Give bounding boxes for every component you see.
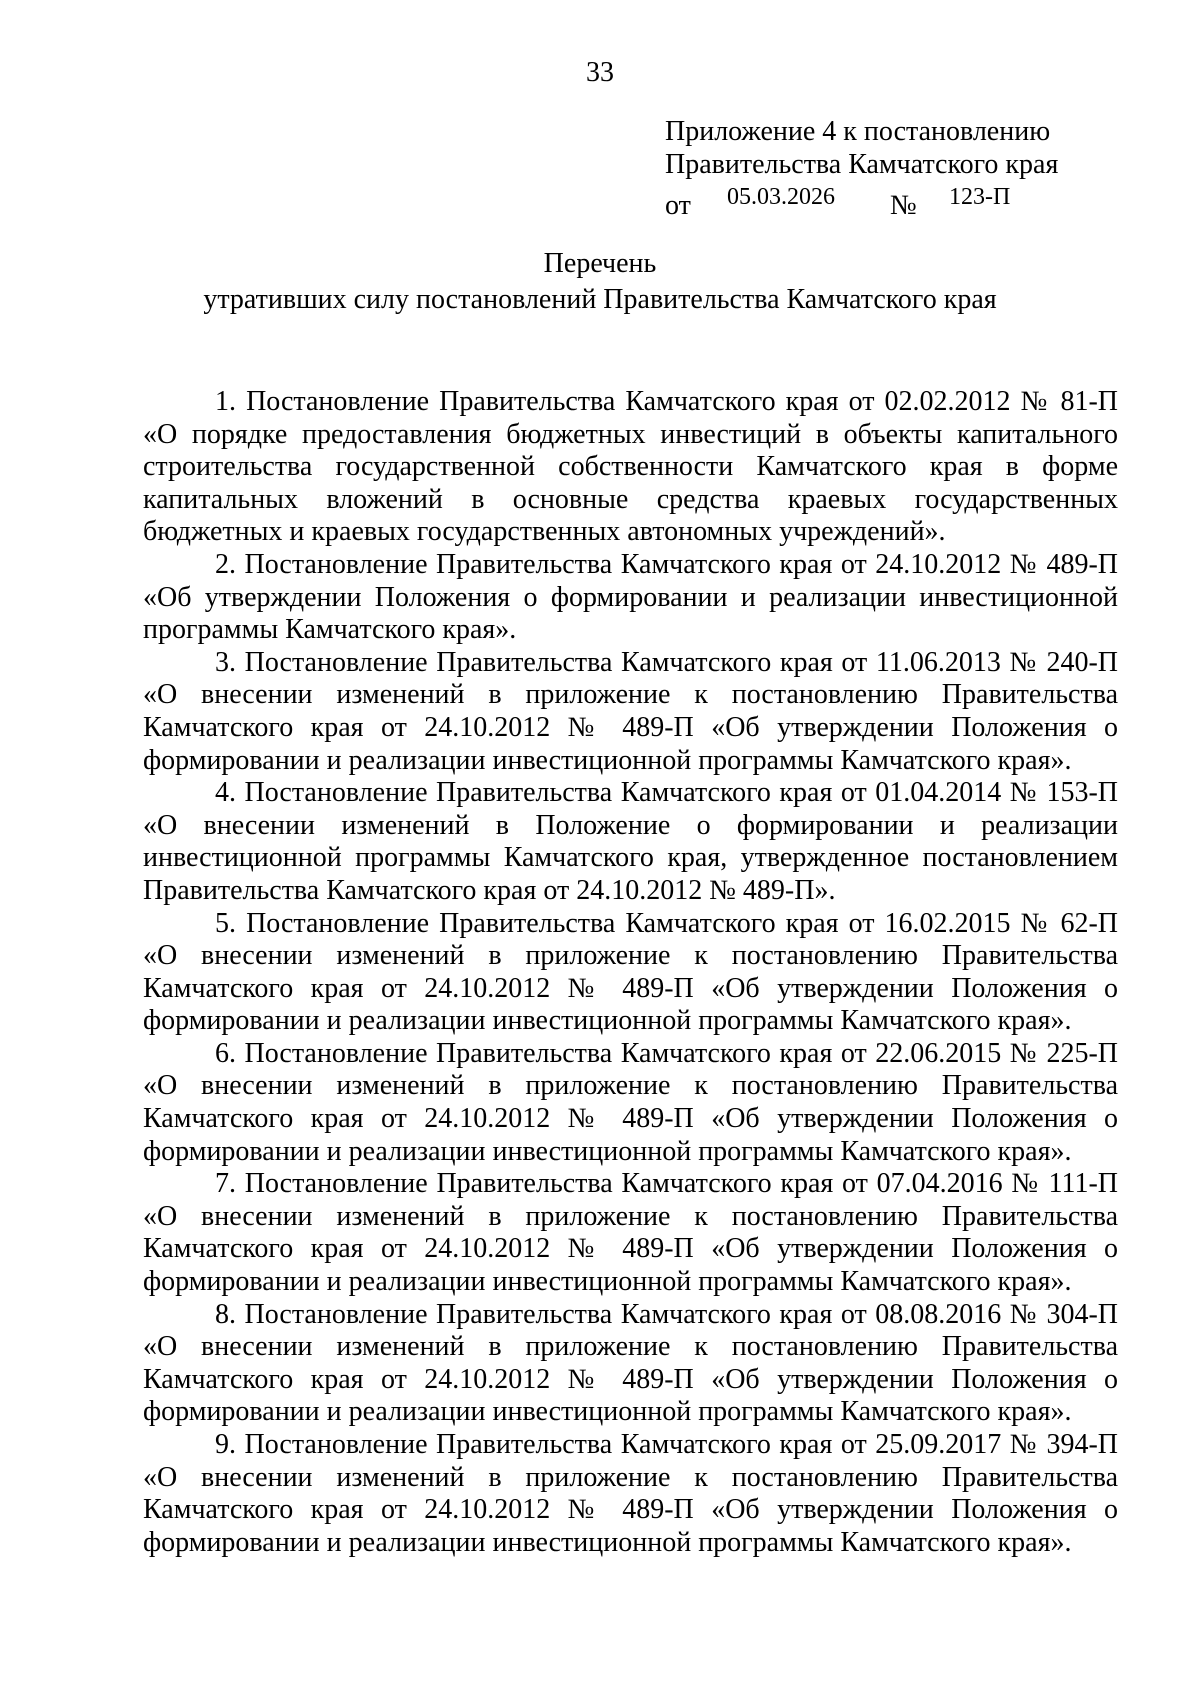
attachment-line-1: Приложение 4 к постановлению: [665, 116, 1051, 147]
number-sign: №: [890, 190, 917, 221]
list-item: 7. Постановление Правительства Камчатского края от 07.04.2016 № 111-П «О внесении изменений в приложение к постановлению Правительства Камчатского края от 24.10.2012 № 489-П «Об утверждении Положения о формировании и реализации инвестиционной программы Камчатского края».: [143, 1168, 1118, 1298]
decree-date: 05.03.2026: [727, 184, 835, 210]
list-item: 5. Постановление Правительства Камчатского края от 16.02.2015 № 62-П «О внесении изменений в приложение к постановлению Правительства Камчатского края от 24.10.2012 № 489-П «Об утверждении Положения о формировании и реализации инвестиционной программы Камчатского края».: [143, 907, 1118, 1037]
heading-subtitle: утративших силу постановлений Правительства Камчатского края: [203, 284, 997, 315]
list-item: 3. Постановление Правительства Камчатского края от 11.06.2013 № 240-П «О внесении изменений в приложение к постановлению Правительства Камчатского края от 24.10.2012 № 489-П «Об утверждении Положения о формировании и реализации инвестиционной программы Камчатского края».: [143, 646, 1118, 776]
document-heading: [0, 246, 1200, 318]
repealed-decrees-list: [143, 386, 1118, 1559]
heading-title: Перечень: [543, 248, 657, 279]
from-label: от: [665, 190, 691, 221]
list-item: 8. Постановление Правительства Камчатского края от 08.08.2016 № 304-П «О внесении изменений в приложение к постановлению Правительства Камчатского края от 24.10.2012 № 489-П «Об утверждении Положения о формировании и реализации инвестиционной программы Камчатского края».: [143, 1298, 1118, 1428]
attachment-block: [665, 115, 1135, 221]
attachment-meta: [665, 181, 1135, 221]
list-item: 1. Постановление Правительства Камчатского края от 02.02.2012 № 81-П «О порядке предоставления бюджетных инвестиций в объекты капитального строительства государственной собственности Камчатского края в форме капитальных вложений в основные средства краевых государственных бюджетных и краевых государственных автономных учреждений».: [143, 386, 1118, 548]
decree-number: 123-П: [949, 184, 1011, 210]
list-item: 2. Постановление Правительства Камчатского края от 24.10.2012 № 489-П «Об утверждении Положения о формировании и реализации инвестиционной программы Камчатского края».: [143, 548, 1118, 646]
list-item: 6. Постановление Правительства Камчатского края от 22.06.2015 № 225-П «О внесении изменений в приложение к постановлению Правительства Камчатского края от 24.10.2012 № 489-П «Об утверждении Положения о формировании и реализации инвестиционной программы Камчатского края».: [143, 1037, 1118, 1167]
list-item: 9. Постановление Правительства Камчатского края от 25.09.2017 № 394-П «О внесении изменений в приложение к постановлению Правительства Камчатского края от 24.10.2012 № 489-П «Об утверждении Положения о формировании и реализации инвестиционной программы Камчатского края».: [143, 1429, 1118, 1558]
attachment-line-2: Правительства Камчатского края: [665, 149, 1059, 180]
list-item: 4. Постановление Правительства Камчатского края от 01.04.2014 № 153-П «О внесении изменений в Положение о формировании и реализации инвестиционной программы Камчатского края, утвержденное постановлением Правительства Камчатского края от 24.10.2012 № 489-П».: [143, 777, 1118, 906]
page-number: 33: [586, 57, 614, 88]
